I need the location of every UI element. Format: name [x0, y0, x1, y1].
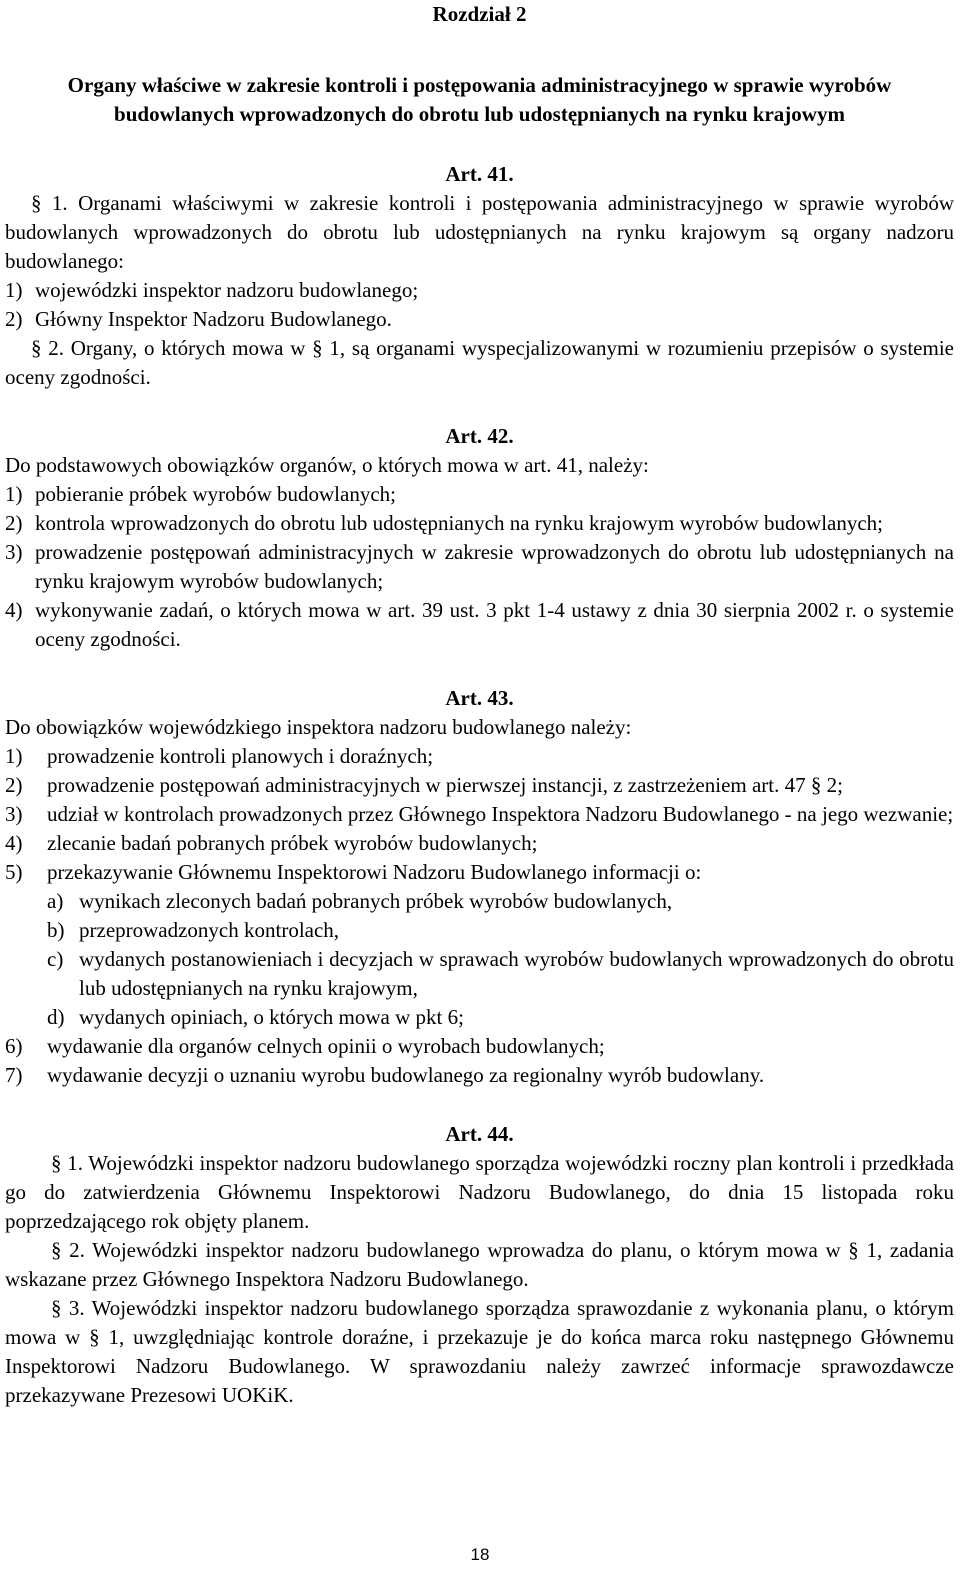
sub-list-item: [5, 887, 954, 916]
list-item-text: wydawanie decyzji o uznaniu wyrobu budowlanego za regionalny wyrób budowlany.: [47, 1063, 765, 1087]
list-item: [5, 538, 954, 596]
list-item-number: 4): [5, 598, 23, 622]
list-item-text: wykonywanie zadań, o których mowa w art. 39 ust. 3 pkt 1-4 ustawy z dnia 30 sierpnia 2002 r. o systemie oceny zgodności.: [35, 598, 954, 651]
list-item-text: pobieranie próbek wyrobów budowlanych;: [35, 482, 396, 506]
list-item-number: 5): [5, 860, 23, 884]
list-item-text: prowadzenie postępowań administracyjnych w pierwszej instancji, z zastrzeżeniem art. 47 § 2;: [47, 773, 843, 797]
sub-list-item: [5, 1003, 954, 1032]
document-body: [5, 0, 954, 1410]
article-41-heading: Art. 41.: [445, 162, 514, 186]
list-item: [5, 1061, 954, 1090]
sub-list-item-text: wynikach zleconych badań pobranych próbek wyrobów budowlanych,: [79, 889, 673, 913]
sub-list-item: [5, 945, 954, 1003]
list-item: [5, 596, 954, 654]
article-44-heading: Art. 44.: [445, 1122, 514, 1146]
list-item-text: kontrola wprowadzonych do obrotu lub udostępnianych na rynku krajowym wyrobów budowlanych;: [35, 511, 883, 535]
list-item-number: 1): [5, 744, 23, 768]
list-item-text: wojewódzki inspektor nadzoru budowlanego;: [35, 278, 419, 302]
article-43-heading: Art. 43.: [445, 686, 514, 710]
list-item-text: zlecanie badań pobranych próbek wyrobów budowlanych;: [47, 831, 538, 855]
article-44-paragraph-1: § 1. Wojewódzki inspektor nadzoru budowlanego sporządza wojewódzki roczny plan kontroli i przedkłada go do zatwierdzenia Głównemu Inspektorowi Nadzoru Budowlanego, do dnia 15 listopada roku poprzedzającego rok objęty planem.: [5, 1151, 954, 1233]
list-item-text: Główny Inspektor Nadzoru Budowlanego.: [35, 307, 392, 331]
sub-list-item-letter: c): [47, 947, 64, 971]
list-item: [5, 276, 954, 305]
list-item-text: wydawanie dla organów celnych opinii o wyrobach budowlanych;: [47, 1034, 605, 1058]
list-item-number: 2): [5, 307, 23, 331]
article-41-paragraph-2: § 2. Organy, o których mowa w § 1, są organami wyspecjalizowanymi w rozumieniu przepisów o systemie oceny zgodności.: [5, 336, 954, 389]
list-item: [5, 771, 954, 800]
chapter-title: Organy właściwe w zakresie kontroli i postępowania administracyjnego w sprawie wyrobów budowlanych wprowadzonych do obrotu lub udostępnianych na rynku krajowym: [67, 73, 892, 126]
list-item-number: 1): [5, 278, 23, 302]
list-item: [5, 480, 954, 509]
list-item-text: prowadzenie kontroli planowych i doraźnych;: [47, 744, 434, 768]
list-item: [5, 829, 954, 858]
list-item-number: 1): [5, 482, 23, 506]
list-item-number: 7): [5, 1063, 23, 1087]
sub-list-item-text: przeprowadzonych kontrolach,: [79, 918, 340, 942]
article-42-heading: Art. 42.: [445, 424, 514, 448]
sub-list-item-letter: a): [47, 889, 64, 913]
sub-list-item: [5, 916, 954, 945]
sub-list-item-letter: b): [47, 918, 65, 942]
page-number: 18: [470, 1545, 490, 1564]
list-item-number: 2): [5, 511, 23, 535]
article-41-paragraph-1: § 1. Organami właściwymi w zakresie kontroli i postępowania administracyjnego w sprawie wyrobów budowlanych wprowadzonych do obrotu lub udostępnianych na rynku krajowym są organy nadzoru budowlanego:: [5, 191, 954, 273]
list-item-text: prowadzenie postępowań administracyjnych w zakresie wprowadzonych do obrotu lub udostępnianych na rynku krajowym wyrobów budowlanych;: [35, 540, 954, 593]
list-item-number: 6): [5, 1034, 23, 1058]
sub-list-item-letter: d): [47, 1005, 65, 1029]
article-44-paragraph-2: § 2. Wojewódzki inspektor nadzoru budowlanego wprowadza do planu, o którym mowa w § 1, zadania wskazane przez Głównego Inspektora Nadzoru Budowlanego.: [5, 1238, 954, 1291]
list-item-text: udział w kontrolach prowadzonych przez Głównego Inspektora Nadzoru Budowlanego - na jego wezwanie;: [47, 802, 954, 826]
list-item: [5, 742, 954, 771]
article-42-intro: Do podstawowych obowiązków organów, o których mowa w art. 41, należy:: [5, 453, 649, 477]
chapter-number: Rozdział 2: [432, 2, 527, 26]
sub-list-item-text: wydanych opiniach, o których mowa w pkt 6;: [79, 1005, 464, 1029]
list-item: [5, 858, 954, 887]
list-item: [5, 1032, 954, 1061]
sub-list-item-text: wydanych postanowieniach i decyzjach w sprawach wyrobów budowlanych wprowadzonych do obrotu lub udostępnianych na rynku krajowym,: [79, 947, 954, 1000]
list-item: [5, 800, 954, 829]
article-43-intro: Do obowiązków wojewódzkiego inspektora nadzoru budowlanego należy:: [5, 715, 632, 739]
list-item-text: przekazywanie Głównemu Inspektorowi Nadzoru Budowlanego informacji o:: [47, 860, 702, 884]
list-item-number: 2): [5, 773, 23, 797]
list-item-number: 3): [5, 802, 23, 826]
list-item-number: 3): [5, 540, 23, 564]
article-44-paragraph-3: § 3. Wojewódzki inspektor nadzoru budowlanego sporządza sprawozdanie z wykonania planu, o którym mowa w § 1, uwzględniając kontrole doraźne, i przekazuje je do końca marca roku następnego Głównemu Inspektorowi Nadzoru Budowlanego. W sprawozdaniu należy zawrzeć informacje sprawozdawcze przekazywane Prezesowi UOKiK.: [5, 1296, 954, 1407]
list-item: [5, 305, 954, 334]
list-item-number: 4): [5, 831, 23, 855]
list-item: [5, 509, 954, 538]
